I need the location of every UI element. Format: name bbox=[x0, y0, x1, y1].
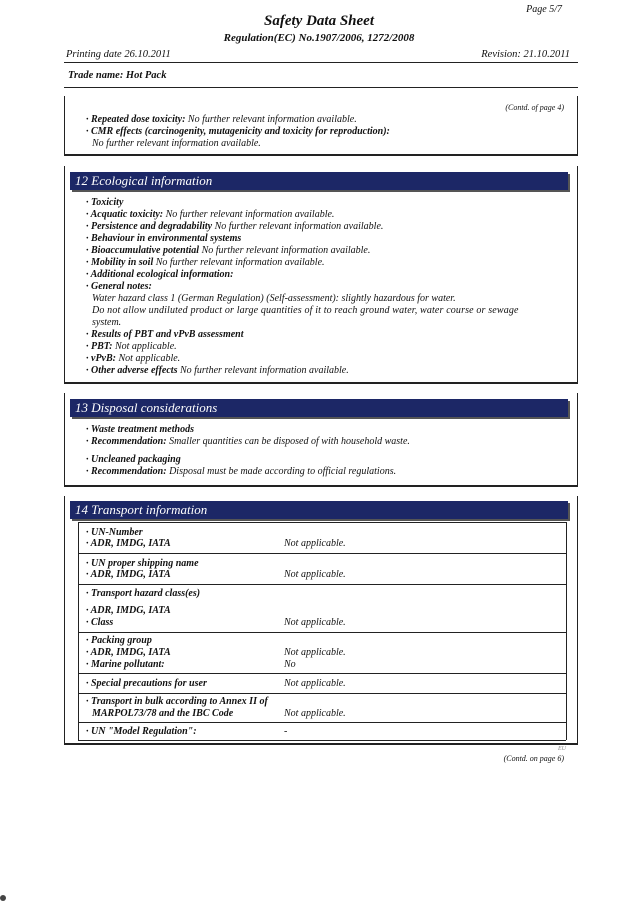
special-precautions-value: Not applicable. bbox=[284, 678, 346, 689]
page-number: Page 5/7 bbox=[526, 4, 562, 15]
trade-name: Trade name: Hot Pack bbox=[68, 70, 167, 81]
bulk-transport-label-2: MARPOL73/78 and the IBC Code bbox=[92, 708, 234, 719]
s12-line: · General notes: bbox=[86, 281, 152, 292]
un-number-label: · UN-Number bbox=[86, 527, 143, 538]
s12-line: Water hazard class 1 (German Regulation) (Self-assessment): slightly hazardous for water. bbox=[92, 293, 456, 304]
divider bbox=[64, 62, 578, 63]
hazard-class-sub-label: · Class bbox=[86, 617, 114, 628]
row-divider bbox=[78, 693, 566, 694]
repeated-dose-line: · Repeated dose toxicity: No further relevant information available. bbox=[86, 114, 357, 125]
row-divider bbox=[78, 522, 566, 523]
s12-line: · Bioaccumulative potential No further relevant information available. bbox=[86, 245, 371, 256]
s13-line: · Recommendation: Disposal must be made according to official regulations. bbox=[86, 466, 397, 477]
bulk-transport-label: · Transport in bulk according to Annex II of bbox=[86, 696, 268, 707]
packing-adr-label: · ADR, IMDG, IATA bbox=[86, 647, 171, 658]
regulation-subtitle: Regulation(EC) No.1907/2006, 1272/2008 bbox=[223, 32, 415, 44]
contd-on-label: (Contd. on page 6) bbox=[503, 754, 564, 763]
s12-line: · Other adverse effects No further relevant information available. bbox=[86, 365, 349, 376]
model-regulation-value: - bbox=[284, 726, 288, 737]
un-adr-value: Not applicable. bbox=[284, 538, 346, 549]
packing-group-label: · Packing group bbox=[86, 635, 152, 646]
model-regulation-label: · UN "Model Regulation": bbox=[86, 726, 197, 737]
page-corner-mark bbox=[0, 895, 6, 901]
cmr-label: · CMR effects (carcinogenity, mutagenicity and toxicity for reproduction): bbox=[86, 126, 390, 137]
s12-line: · Behaviour in environmental systems bbox=[86, 233, 242, 244]
table-border bbox=[78, 522, 79, 740]
section-13-heading: 13 Disposal considerations bbox=[70, 399, 568, 417]
row-divider bbox=[78, 553, 566, 554]
shipping-adr-value: Not applicable. bbox=[284, 569, 346, 580]
row-divider bbox=[78, 673, 566, 674]
shipping-adr-label: · ADR, IMDG, IATA bbox=[86, 569, 171, 580]
row-divider bbox=[78, 632, 566, 633]
s13-line: · Waste treatment methods bbox=[86, 424, 194, 435]
s12-line: · Toxicity bbox=[86, 197, 124, 208]
row-divider bbox=[78, 584, 566, 585]
printing-date: Printing date 26.10.2011 bbox=[66, 49, 171, 60]
s12-line: · Acquatic toxicity: No further relevant information available. bbox=[86, 209, 335, 220]
s12-line: Do not allow undiluted product or large quantities of it to reach ground water, water course or sewage bbox=[92, 305, 519, 316]
s12-line: · Mobility in soil No further relevant information available. bbox=[86, 257, 325, 268]
divider bbox=[64, 87, 578, 88]
s12-line: · Persistence and degradability No further relevant information available. bbox=[86, 221, 384, 232]
row-divider bbox=[78, 740, 566, 741]
contd-from-label: (Contd. of page 4) bbox=[505, 103, 564, 112]
s12-line: · Results of PBT and vPvB assessment bbox=[86, 329, 244, 340]
hazard-class-value: Not applicable. bbox=[284, 617, 346, 628]
marine-pollutant-label: · Marine pollutant: bbox=[86, 659, 165, 670]
shipping-name-label: · UN proper shipping name bbox=[86, 558, 199, 569]
hazard-adr-label: · ADR, IMDG, IATA bbox=[86, 605, 171, 616]
row-divider bbox=[78, 722, 566, 723]
eu-mark: EU bbox=[558, 746, 566, 752]
s13-line: · Uncleaned packaging bbox=[86, 454, 181, 465]
section-14-heading: 14 Transport information bbox=[70, 501, 568, 519]
s12-line: · Additional ecological information: bbox=[86, 269, 234, 280]
hazard-class-label: · Transport hazard class(es) bbox=[86, 588, 201, 599]
special-precautions-label: · Special precautions for user bbox=[86, 678, 207, 689]
packing-adr-value: Not applicable. bbox=[284, 647, 346, 658]
bulk-transport-value: Not applicable. bbox=[284, 708, 346, 719]
table-border bbox=[566, 522, 567, 740]
marine-pollutant-value: No bbox=[284, 659, 296, 670]
section-12-heading: 12 Ecological information bbox=[70, 172, 568, 190]
document-title: Safety Data Sheet bbox=[264, 13, 374, 29]
s13-line: · Recommendation: Smaller quantities can be disposed of with household waste. bbox=[86, 436, 410, 447]
s12-line: system. bbox=[92, 317, 122, 328]
un-adr-label: · ADR, IMDG, IATA bbox=[86, 538, 171, 549]
s12-line: · vPvB: Not applicable. bbox=[86, 353, 181, 364]
cmr-text: No further relevant information available. bbox=[92, 138, 261, 149]
revision-date: Revision: 21.10.2011 bbox=[481, 49, 570, 60]
s12-line: · PBT: Not applicable. bbox=[86, 341, 177, 352]
